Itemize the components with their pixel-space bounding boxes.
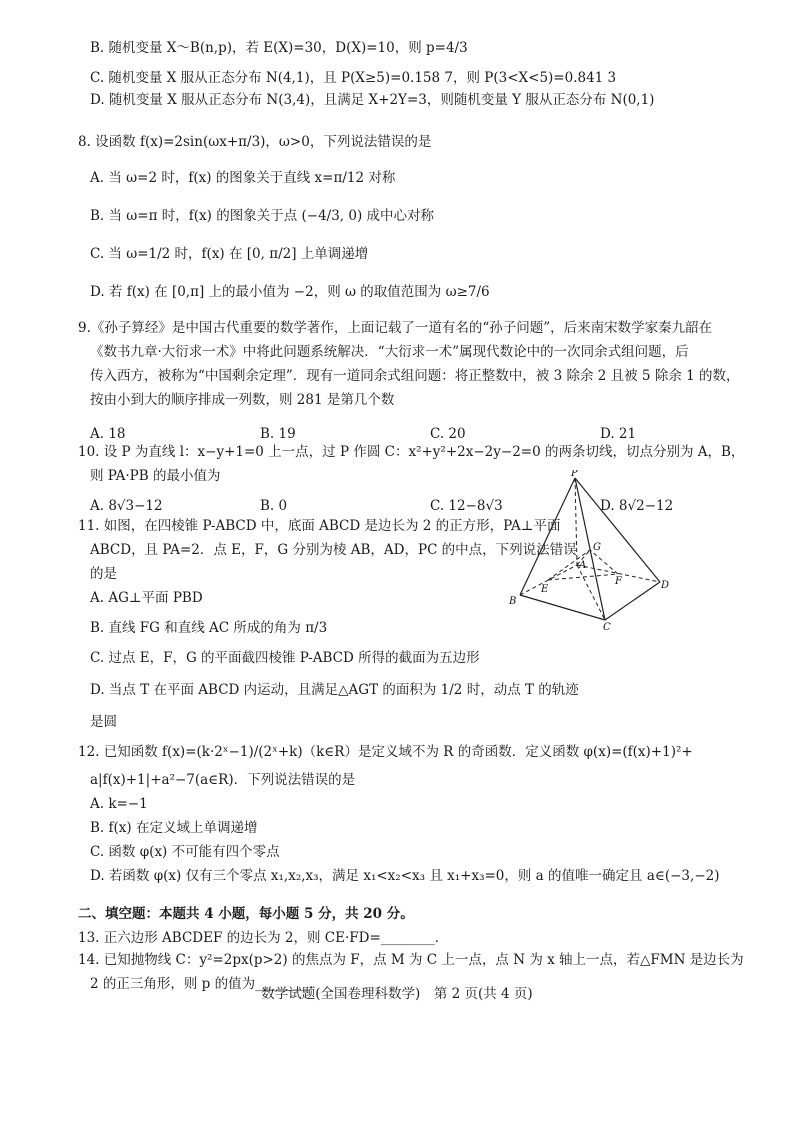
text-line: 13. 正六边形 ABCDEF 的边长为 2，则 CE·FD=________．	[78, 930, 449, 946]
text-line: C. 随机变量 X 服从正态分布 N(4,1)，且 P(X≥5)=0.158 7，则 P(3<X<5)=0.841 3	[90, 70, 617, 86]
label-c: C	[603, 622, 611, 630]
text-line: B. f(x) 在定义域上单调递增	[90, 820, 258, 836]
text-line: B. 直线 FG 和直线 AC 所成的角为 π/3	[90, 620, 328, 636]
label-p: P	[571, 470, 578, 479]
label-a: A	[579, 560, 587, 571]
text-line: ABCD，且 PA=2．点 E，F，G 分别为棱 AB，AD，PC 的中点，下列说法错误	[90, 542, 577, 558]
pyramid-figure	[505, 470, 670, 630]
text-line: 11. 如图，在四棱锥 P-ABCD 中，底面 ABCD 是边长为 2 的正方形，PA⊥平面	[78, 518, 561, 534]
text-line: 12. 已知函数 f(x)=(k·2ˣ−1)/(2ˣ+k)（k∈R）是定义域不为 R 的奇函数．定义函数 φ(x)=(f(x)+1)²+	[78, 744, 693, 760]
label-b: B	[509, 596, 517, 607]
text-line: 10. 设 P 为直线 l：x−y+1=0 上一点，过 P 作圆 C：x²+y²+2x−2y−2=0 的两条切线，切点分别为 A，B，	[78, 444, 745, 460]
q9-option-d: D. 21	[600, 426, 637, 442]
label-f: F	[615, 576, 622, 587]
q9-option-a: A. 18	[90, 426, 126, 442]
text-line: 二、填空题：本题共 4 小题，每小题 5 分，共 20 分。	[78, 906, 414, 922]
text-line: B. 当 ω=π 时，f(x) 的图象关于点 (−4/3, 0) 成中心对称	[90, 208, 435, 224]
text-line: C. 过点 E，F，G 的平面截四棱锥 P-ABCD 所得的截面为五边形	[90, 650, 480, 666]
text-line: 9.《孙子算经》是中国古代重要的数学著作，上面记载了一道有名的“孙子问题”，后来南宋数学家秦九韶在	[78, 320, 713, 336]
text-line: D. 若 f(x) 在 [0,π] 上的最小值为 −2，则 ω 的取值范围为 ω≥7/6	[90, 284, 490, 300]
text-line: A. AG⊥平面 PBD	[90, 590, 203, 606]
q10-option-c: C. 12−8√3	[430, 498, 503, 514]
label-e: E	[541, 584, 549, 595]
page-footer: 数学试题(全国卷理科数学) 第 2 页(共 4 页)	[261, 986, 533, 1002]
text-line: B. 随机变量 X～B(n,p)，若 E(X)=30，D(X)=10，则 p=4/3	[90, 40, 468, 56]
text-line: C. 函数 φ(x) 不可能有四个零点	[90, 844, 280, 860]
text-line: A. k=−1	[90, 796, 148, 812]
text-line: A. 当 ω=2 时，f(x) 的图象关于直线 x=π/12 对称	[90, 170, 396, 186]
q9-option-b: B. 19	[260, 426, 296, 442]
text-line: 14. 已知抛物线 C：y²=2px(p>2) 的焦点为 F，点 M 为 C 上一点，点 N 为 x 轴上一点，若△FMN 是边长为	[78, 952, 744, 968]
text-line: C. 当 ω=1/2 时，f(x) 在 [0, π/2] 上单调递增	[90, 246, 369, 262]
text-line: D. 随机变量 X 服从正态分布 N(3,4)，且满足 X+2Y=3，则随机变量 Y 服从正态分布 N(0,1)	[90, 92, 655, 108]
q9-option-c: C. 20	[430, 426, 466, 442]
text-line: D. 若函数 φ(x) 仅有三个零点 x₁,x₂,x₃，满足 x₁<x₂<x₃ 且 x₁+x₃=0，则 a 的值唯一确定且 a∈(−3,−2)	[90, 868, 720, 884]
text-line: D. 当点 T 在平面 ABCD 内运动，且满足△AGT 的面积为 1/2 时，动点 T 的轨迹	[90, 682, 579, 698]
label-d: D	[661, 580, 670, 591]
text-line: 是圆	[90, 714, 117, 730]
q10-option-a: A. 8√3−12	[90, 498, 163, 514]
text-line: 按由小到大的顺序排成一列数，则 281 是第几个数	[90, 392, 395, 408]
text-line: 的是	[90, 566, 117, 582]
text-line: 《数书九章·大衍求一术》中将此问题系统解决．“大衍求一术”属现代数论中的一次同余式组问题，后	[90, 344, 689, 360]
q10-option-d: D. 8√2−12	[600, 498, 674, 514]
text-line: 则 PA·PB 的最小值为	[90, 468, 221, 484]
text-line: 8. 设函数 f(x)=2sin(ωx+π/3)，ω>0，下列说法错误的是	[78, 134, 432, 150]
text-line: 2 的正三角形，则 p 的值为________．	[90, 976, 323, 992]
label-g: G	[593, 542, 601, 553]
text-line: 传入西方，被称为“中国剩余定理”．现有一道同余式组问题：将正整数中，被 3 除余 2 且被 5 除余 1 的数，	[90, 368, 740, 384]
q10-option-b: B. 0	[260, 498, 288, 514]
text-line: a|f(x)+1|+a²−7(a∈R)．下列说法错误的是	[90, 772, 356, 788]
